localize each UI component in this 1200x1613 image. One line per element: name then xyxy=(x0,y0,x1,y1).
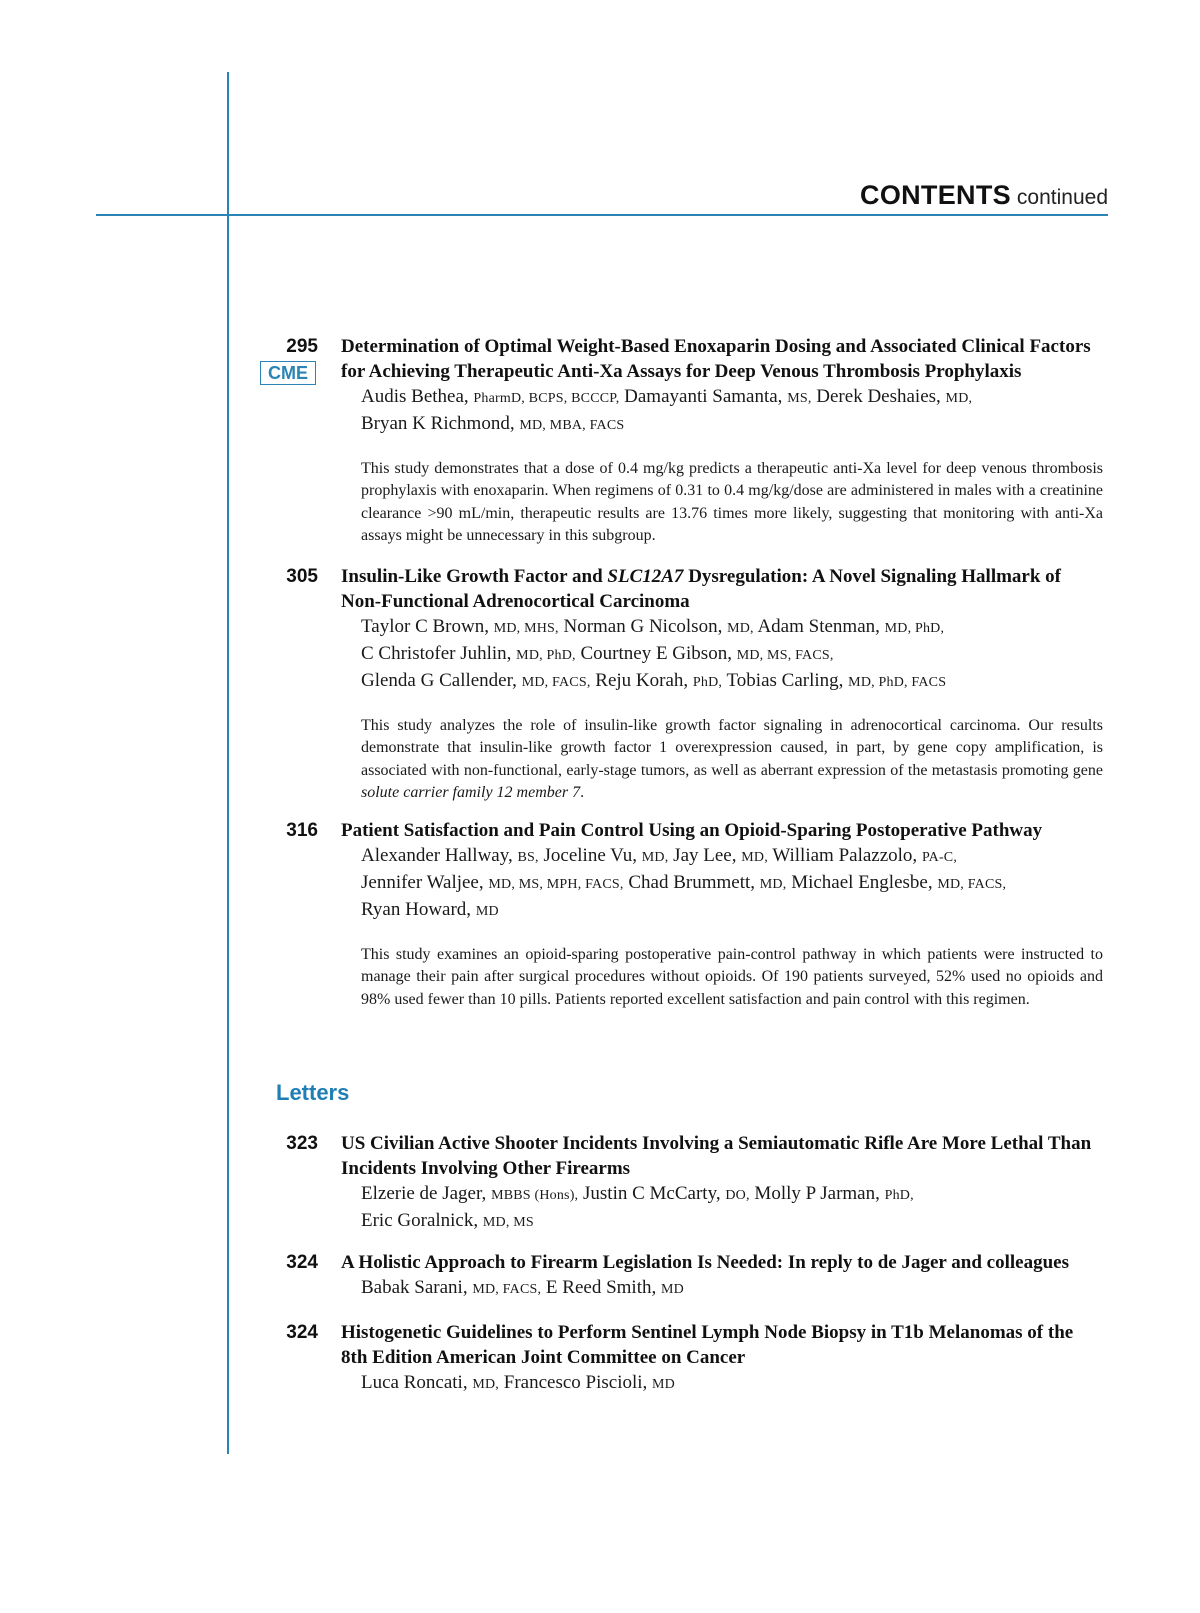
page-number: 295 xyxy=(286,336,318,357)
article-summary: This study demonstrates that a dose of 0.4 mg/kg predicts a therapeutic anti-Xa level for deep venous thrombosis prophylaxis with enoxaparin. When regimens of 0.31 to 0.4 mg/kg/dose are administered in males with a creatinine clearance >90 mL/min, therapeutic results are 13.76 times more likely, suggesting that monitoring with anti-Xa assays might be unnecessary in this subgroup. xyxy=(361,460,1103,545)
toc-entry-305[interactable] xyxy=(260,564,1120,805)
page-number: 323 xyxy=(286,1133,318,1154)
author-list: Elzerie de Jager, MBBS (Hons), Justin C McCarty, DO, Molly P Jarman, PhD, Eric Goralnick, MD, MS xyxy=(361,1183,914,1231)
page-header xyxy=(860,180,1108,211)
author-list: Alexander Hallway, BS, Joceline Vu, MD, Jay Lee, MD, William Palazzolo, PA-C, Jennifer Waljee, MD, MS, MPH, FACS, Chad Brummett, MD, Michael Englesbe, MD, FACS, Ryan Howard, MD xyxy=(361,845,1007,920)
author-list: Audis Bethea, PharmD, BCPS, BCCCP, Damayanti Samanta, MS, Derek Deshaies, MD, Bryan K Richmond, MD, MBA, FACS xyxy=(361,386,973,434)
header-title: CONTENTS xyxy=(860,180,1011,210)
author-list: Taylor C Brown, MD, MHS, Norman G Nicolson, MD, Adam Stenman, MD, PhD, C Christofer Juhlin, MD, PhD, Courtney E Gibson, MD, MS, FACS, Glenda G Callender, MD, FACS, Reju Korah, PhD, Tobias Carling, MD, PhD, FACS xyxy=(361,616,947,691)
page-number: 305 xyxy=(286,566,318,587)
toc-entry-323[interactable] xyxy=(260,1131,1120,1235)
toc-entry-324-reply[interactable] xyxy=(260,1250,1120,1302)
toc-entry-295[interactable] xyxy=(260,334,1120,548)
toc-entry-324-melanoma[interactable] xyxy=(260,1320,1120,1397)
article-summary: This study analyzes the role of insulin-like growth factor signaling in adrenocortical carcinoma. Our results demonstrate that insulin-like growth factor 1 overexpression caused, in part, by gene copy amplification, is associated with non-functional, early-stage tumors, as well as aberrant expression of the metastasis promoting gene solute carrier family 12 member 7. xyxy=(361,717,1103,802)
toc-entry-316[interactable] xyxy=(260,818,1120,1011)
article-title[interactable]: A Holistic Approach to Firearm Legislation Is Needed: In reply to de Jager and colleagues xyxy=(341,1252,1069,1273)
section-heading-letters: Letters xyxy=(276,1080,350,1105)
cme-badge: CME xyxy=(260,361,316,385)
page-number: 324 xyxy=(286,1252,318,1273)
article-title[interactable]: Insulin-Like Growth Factor and SLC12A7 Dysregulation: A Novel Signaling Hallmark of Non-Functional Adrenocortical Carcinoma xyxy=(341,566,1062,612)
article-title[interactable]: US Civilian Active Shooter Incidents Involving a Semiautomatic Rifle Are More Lethal Than Incidents Involving Other Firearms xyxy=(341,1133,1092,1179)
page-number: 316 xyxy=(286,820,318,841)
article-summary: This study examines an opioid-sparing postoperative pain-control pathway in which patients were instructed to manage their pain after surgical procedures without opioids. Of 190 patients surveyed, 52% used no opioids and 98% used fewer than 10 pills. Patients reported excellent satisfaction and pain control with this regimen. xyxy=(361,946,1103,1008)
horizontal-rule xyxy=(96,214,1108,216)
page-number: 324 xyxy=(286,1322,318,1343)
header-subtitle: continued xyxy=(1016,186,1108,209)
author-list: Babak Sarani, MD, FACS, E Reed Smith, MD xyxy=(361,1277,684,1298)
article-title[interactable]: Histogenetic Guidelines to Perform Sentinel Lymph Node Biopsy in T1b Melanomas of the 8th Edition American Joint Committee on Cancer xyxy=(341,1322,1074,1368)
author-list: Luca Roncati, MD, Francesco Piscioli, MD xyxy=(361,1372,675,1393)
vertical-rule xyxy=(227,72,229,1454)
article-title[interactable]: Patient Satisfaction and Pain Control Using an Opioid-Sparing Postoperative Pathway xyxy=(341,820,1043,841)
article-title[interactable]: Determination of Optimal Weight-Based Enoxaparin Dosing and Associated Clinical Factors for Achieving Therapeutic Anti-Xa Assays for Deep Venous Thrombosis Prophylaxis xyxy=(341,336,1091,382)
